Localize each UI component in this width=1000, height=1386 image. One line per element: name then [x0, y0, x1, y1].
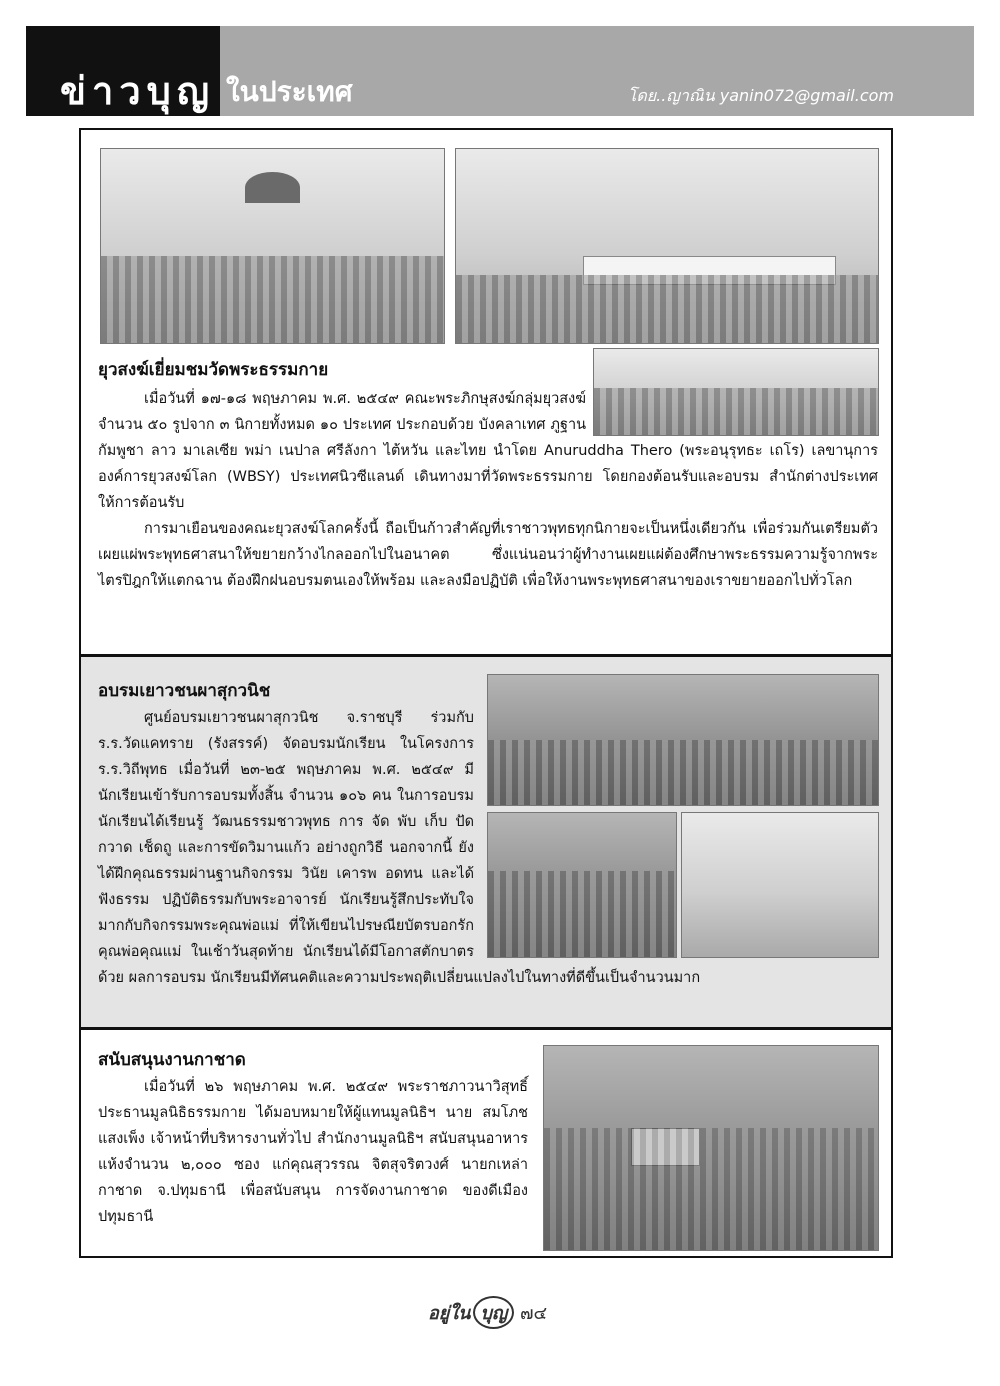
dome-shape	[245, 172, 300, 203]
section-paragraph: ศูนย์อบรมเยาวชนผาสุกวนิช จ.ราชบุรี ร่วมกับ ร.ร.วัดแคทราย (รังสรรค์) จัดอบรมนักเรียน ในโครงการ ร.ร.วิถีพุทธ เมื่อวันที่ ๒๓-๒๕ พฤษภาคม พ.ศ. ๒๕๔๙ มีนักเรียนเข้ารับการอบรมทั้งสิ้น จำนวน ๑๐๖ คน ในการอบรม นักเรียนได้เรียนรู้ วัฒนธรรมชาวพุทธ การ จัด พับ เก็บ ปัดกวาด เช็ดถู และการขัดวิมานแก้ว อย่างถูกวิธี นอกจากนี้ ยังได้ฝึกคุณธรรมผ่านฐานกิจกรรม วินัย เคารพ อดทน และได้ฟังธรรม ปฏิบัติธรรมกับพระอาจารย์ นักเรียนรู้สึกประทับใจมากกับกิจกรรมพระคุณพ่อแม่ ที่ให้เขียนไปรษณียบัตรบอกรักคุณพ่อคุณแม่ ในเช้าวันสุดท้าย นักเรียนได้มีโอกาสตักบาตรด้วย ผลการอบรม นักเรียนมีทัศนคติและความประพฤติเปลี่ยนแปลงไปในทางที่ดีขึ้นเป็นจำนวนมาก	[98, 710, 701, 986]
section-paragraph: การมาเยือนของคณะยุวสงฆ์โลกครั้งนี้ ถือเป็นก้าวสำคัญที่เราชาวพุทธทุกนิกายจะเป็นหนึ่งเดียวกัน เพื่อร่วมกันเตรียมตัวเผยแผ่พระพุทธศาสนาให้ขยายกว้างไกลออกไปในอนาคต ซึ่งแน่นอนว่าผู้ทำงานเผยแผ่ต้องศึกษาพระธรรมความรู้จากพระไตรปิฎกให้แตกฉาน ต้องฝึกฝนอบรมตนเองให้พร้อม และลงมือปฏิบัติ เพื่อให้งานพระพุทธศาสนาของเราขยายออกไปทั่วโลก	[98, 521, 878, 589]
section-paragraph: เมื่อวันที่ ๑๗-๑๘ พฤษภาคม พ.ศ. ๒๕๔๙ คณะพระภิกษุสงฆ์กลุ่มยุวสงฆ์จำนวน ๕๐ รูปจาก ๓ นิกายทั้งหมด ๑๐ ประเทศ ประกอบด้วย บังคลาเทศ ภูฐาน กัมพูชา ลาว มาเลเซีย พม่า เนปาล ศรีลังกา ไต้หวัน และไทย นำโดย Anuruddha Thero (พระอนุรุทธะ เถโร) เลขานุการองค์การยุวสงฆ์โลก (WBSY) ประเทศนิวซีแลนด์ เดินทางมาที่วัดพระธรรมกาย โดยกองต้อนรับและอบรม สำนักต่างประเทศให้การต้อนรับ	[98, 391, 878, 511]
section-heading: สนับสนุนงานกาชาด	[98, 1050, 246, 1070]
photo-crowd-texture	[456, 275, 878, 343]
text-wrap-spacer	[586, 386, 878, 438]
page-number: ๗๔	[520, 1303, 548, 1324]
logo-circle-text: บุญ	[473, 1296, 514, 1329]
logo-text: อยู่ใน	[428, 1303, 471, 1324]
section-paragraph: เมื่อวันที่ ๒๖ พฤษภาคม พ.ศ. ๒๕๔๙ พระราชภาวนาวิสุทธิ์ ประธานมูลนิธิธรรมกาย ได้มอบหมายให้ผู้แทนมูลนิธิฯ นาย สมโภช แสงเพ็ง เจ้าหน้าที่บริหารงานทั่วไป สำนักงานมูลนิธิฯ สนับสนุนอาหารแห้งจำนวน ๒,๐๐๐ ซอง แก่คุณสุวรรณ จิตสุจริตวงศ์ นายกเหล่ากาชาด จ.ปทุมธานี เพื่อสนับสนุน การจัดงานกาชาด ของดีเมืองปทุมธานี	[98, 1079, 528, 1225]
photo-meeting-hall	[455, 148, 879, 344]
photo-crowd-texture	[101, 256, 444, 343]
news-section-2	[79, 655, 893, 1029]
header-subtitle: ในประเทศ	[226, 75, 353, 108]
section-heading: ยุวสงฆ์เยี่ยมชมวัดพระธรรมกาย	[98, 360, 329, 380]
photo-donation-handover	[543, 1045, 879, 1251]
section-body	[98, 386, 878, 594]
news-section-1	[79, 128, 893, 656]
section-body	[98, 1074, 528, 1230]
magazine-logo	[428, 1296, 514, 1329]
section-body	[98, 705, 878, 991]
header-title: ข่าวบุญ	[60, 69, 216, 113]
photo-monks-at-dome	[100, 148, 445, 344]
text-wrap-spacer	[474, 705, 878, 957]
news-section-3	[79, 1028, 893, 1258]
photo-crowd-texture	[544, 1128, 878, 1250]
header-byline: โดย..ญาณิน yanin072@gmail.com	[627, 86, 894, 105]
section-heading: อบรมเยาวชนผาสุกวนิช	[98, 681, 271, 701]
